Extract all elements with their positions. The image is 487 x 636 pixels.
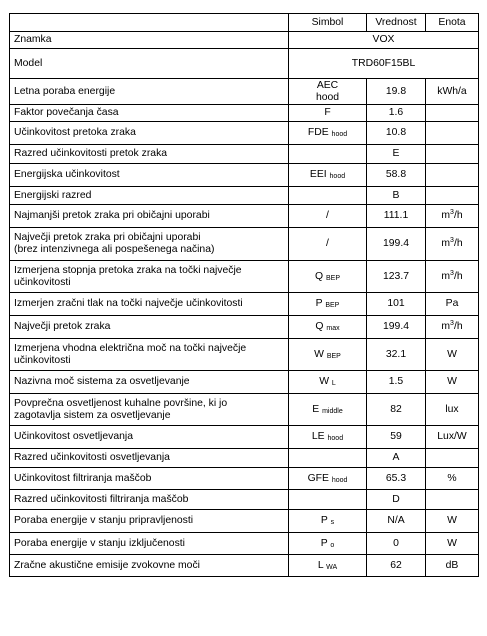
parameter-label-text: Razred učinkovitosti osvetljevanja	[14, 452, 170, 463]
parameter-label-text-line2: učinkovitosti	[14, 354, 71, 366]
value-cell: 1.5	[367, 371, 426, 394]
parameter-label	[10, 468, 289, 490]
unit-text: W	[447, 376, 457, 387]
symbol-cell	[289, 79, 367, 105]
symbol-subscript: BEP	[325, 302, 340, 309]
unit-cell	[426, 79, 479, 105]
table-row	[10, 394, 479, 426]
merged-value: TRD60F15BL	[289, 49, 479, 79]
symbol-subscript: hood	[331, 131, 348, 138]
unit-text: m	[441, 321, 451, 332]
parameter-label-text: Poraba energije v stanju pripravljenosti	[14, 515, 194, 526]
table-row	[10, 49, 479, 79]
symbol-text: LE	[311, 431, 325, 442]
parameter-label	[10, 293, 289, 316]
parameter-label-text-line2: (brez intenzivnega ali pospešenega načina)	[14, 244, 215, 255]
value-cell: 199.4	[367, 316, 426, 339]
unit-cell	[426, 510, 479, 533]
parameter-label-text: Razred učinkovitosti filtriranja maščob	[14, 493, 189, 505]
symbol-cell	[289, 371, 367, 394]
symbol-cell	[289, 555, 367, 577]
parameter-label-text: Povprečna osvetljenost kuhalne površine, ki jo	[14, 397, 228, 409]
value-cell: 19.8	[367, 79, 426, 105]
symbol-subscript: L	[331, 380, 336, 387]
value-cell: D	[367, 490, 426, 510]
spec-sheet	[9, 13, 479, 577]
header-row	[10, 14, 479, 32]
unit-text: W	[447, 537, 457, 549]
parameter-label-text: Model	[14, 57, 43, 69]
parameter-label-text: Energijski razred	[14, 189, 92, 201]
parameter-label	[10, 555, 289, 577]
symbol-text: E	[312, 403, 320, 415]
unit-cell	[426, 371, 479, 394]
parameter-label	[10, 187, 289, 205]
parameter-label-text: Letna poraba energije	[14, 85, 116, 97]
parameter-label	[10, 316, 289, 339]
parameter-label	[10, 261, 289, 293]
symbol-text: /	[326, 238, 329, 249]
value-cell: 65.3	[367, 468, 426, 490]
symbol-subscript: hood	[315, 91, 340, 103]
parameter-label	[10, 228, 289, 261]
symbol-cell	[289, 449, 367, 468]
unit-superscript: 3	[450, 209, 454, 216]
unit-superscript: 3	[450, 237, 454, 244]
merged-value: VOX	[289, 32, 479, 49]
parameter-label-text: Učinkovitost osvetljevanja	[14, 431, 133, 442]
parameter-label	[10, 533, 289, 555]
symbol-cell	[289, 426, 367, 449]
parameter-label-text: Učinkovitost pretoka zraka	[14, 127, 136, 138]
unit-cell	[426, 490, 479, 510]
symbol-subscript: WA	[326, 563, 338, 571]
table-row	[10, 187, 479, 205]
parameter-label-text: Faktor povečanja časa	[14, 107, 119, 118]
value-cell: 62	[367, 555, 426, 577]
symbol-subscript: hood	[331, 476, 348, 484]
symbol-text: GFE	[307, 472, 329, 484]
unit-text: W	[447, 348, 457, 360]
unit-text: m	[441, 238, 451, 249]
symbol-cell	[289, 164, 367, 187]
parameter-label-text-line2: zagotavlja sistem za osvetljevanje	[14, 409, 171, 421]
unit-cell	[426, 339, 479, 371]
unit-superscript: 3	[450, 269, 454, 277]
parameter-label	[10, 371, 289, 394]
table-row	[10, 293, 479, 316]
table-row	[10, 339, 479, 371]
unit-cell	[426, 261, 479, 293]
unit-cell	[426, 187, 479, 205]
header-unit: Enota	[426, 14, 479, 32]
table-row	[10, 32, 479, 49]
value-cell: 58.8	[367, 164, 426, 187]
unit-text: %	[447, 472, 457, 484]
value-cell: B	[367, 187, 426, 205]
symbol-subscript: s	[330, 519, 335, 526]
unit-cell	[426, 164, 479, 187]
unit-cell	[426, 394, 479, 426]
value-cell: 82	[367, 394, 426, 426]
header-blank	[10, 14, 289, 32]
table-row	[10, 426, 479, 449]
parameter-label	[10, 449, 289, 468]
unit-tail: /h	[453, 270, 463, 282]
table-row	[10, 490, 479, 510]
table-row	[10, 555, 479, 577]
symbol-cell	[289, 490, 367, 510]
value-cell: 10.8	[367, 122, 426, 145]
symbol-subscript: BEP	[325, 274, 340, 282]
value-cell: A	[367, 449, 426, 468]
unit-cell	[426, 145, 479, 164]
value-cell: 111.1	[367, 205, 426, 228]
symbol-text: P	[320, 537, 328, 549]
symbol-text: Q	[315, 270, 324, 282]
unit-cell	[426, 105, 479, 122]
parameter-label	[10, 339, 289, 371]
unit-cell	[426, 228, 479, 261]
symbol-cell	[289, 228, 367, 261]
symbol-text: EEI	[309, 169, 327, 180]
parameter-label-text: Izmerjena stopnja pretoka zraka na točki največje	[14, 264, 242, 276]
symbol-text: AEC	[316, 79, 339, 91]
parameter-label	[10, 490, 289, 510]
value-cell: N/A	[367, 510, 426, 533]
symbol-subscript: BEP	[326, 352, 341, 360]
unit-cell	[426, 468, 479, 490]
parameter-label	[10, 49, 289, 79]
parameter-label	[10, 32, 289, 49]
table-row	[10, 205, 479, 228]
unit-text: lux	[445, 403, 459, 415]
parameter-label	[10, 394, 289, 426]
symbol-text: L	[317, 559, 324, 571]
unit-tail: /h	[453, 321, 463, 332]
parameter-label-text: Energijska učinkovitost	[14, 169, 120, 180]
value-cell: 0	[367, 533, 426, 555]
unit-tail: /h	[453, 210, 463, 221]
symbol-cell	[289, 316, 367, 339]
parameter-label-text: Največji pretok zraka	[14, 321, 111, 332]
unit-cell	[426, 316, 479, 339]
value-cell: 123.7	[367, 261, 426, 293]
parameter-label-text: Najmanjši pretok zraka pri običajni uporabi	[14, 210, 210, 221]
symbol-subscript: max	[326, 325, 340, 332]
symbol-cell	[289, 205, 367, 228]
symbol-text: P	[315, 298, 323, 309]
header-symbol: Simbol	[289, 14, 367, 32]
value-cell: 101	[367, 293, 426, 316]
parameter-label	[10, 205, 289, 228]
symbol-cell	[289, 187, 367, 205]
symbol-cell	[289, 468, 367, 490]
symbol-cell	[289, 510, 367, 533]
unit-text: kWh/a	[437, 85, 467, 97]
symbol-cell	[289, 105, 367, 122]
value-cell: 32.1	[367, 339, 426, 371]
table-row	[10, 510, 479, 533]
symbol-subscript: hood	[327, 435, 344, 442]
symbol-text: W	[314, 348, 324, 360]
parameter-label-text: Poraba energije v stanju izključenosti	[14, 537, 185, 549]
table-row	[10, 79, 479, 105]
symbol-cell	[289, 145, 367, 164]
unit-cell	[426, 205, 479, 228]
table-row	[10, 533, 479, 555]
unit-text: m	[441, 210, 451, 221]
table-row	[10, 228, 479, 261]
value-cell: 59	[367, 426, 426, 449]
symbol-text: F	[324, 107, 331, 118]
table-row	[10, 261, 479, 293]
unit-text: dB	[445, 559, 459, 571]
parameter-label-text: Zračne akustične emisije zvokovne moči	[14, 559, 200, 571]
symbol-text: W	[319, 376, 329, 387]
symbol-cell	[289, 261, 367, 293]
parameter-label-text: Razred učinkovitosti pretok zraka	[14, 148, 168, 159]
parameter-label	[10, 145, 289, 164]
parameter-label	[10, 105, 289, 122]
symbol-subscript: o	[330, 541, 335, 549]
symbol-cell	[289, 394, 367, 426]
parameter-label	[10, 510, 289, 533]
parameter-label	[10, 79, 289, 105]
parameter-label-text: Učinkovitost filtriranja maščob	[14, 472, 152, 484]
symbol-text: FDE	[307, 127, 329, 138]
unit-cell	[426, 555, 479, 577]
table-row	[10, 105, 479, 122]
symbol-subscript: middle	[322, 407, 343, 415]
symbol-cell	[289, 293, 367, 316]
parameter-label	[10, 122, 289, 145]
parameter-label-text: Nazivna moč sistema za osvetljevanje	[14, 376, 190, 387]
unit-cell	[426, 533, 479, 555]
symbol-text: /	[326, 210, 329, 221]
table-row	[10, 145, 479, 164]
unit-cell	[426, 426, 479, 449]
parameter-label-text: Največji pretok zraka pri običajni uporabi	[14, 232, 201, 243]
symbol-cell	[289, 339, 367, 371]
table-row	[10, 164, 479, 187]
symbol-cell	[289, 122, 367, 145]
unit-superscript: 3	[450, 320, 454, 327]
parameter-label-text: Znamka	[14, 34, 52, 45]
value-cell: 1.6	[367, 105, 426, 122]
unit-cell	[426, 293, 479, 316]
unit-cell	[426, 122, 479, 145]
unit-text: m	[441, 270, 451, 282]
unit-text: W	[447, 515, 457, 526]
parameter-label-text-line2: učinkovitosti	[14, 276, 71, 288]
unit-text: Pa	[445, 298, 459, 309]
product-data-table	[9, 13, 479, 577]
table-row	[10, 122, 479, 145]
value-cell: E	[367, 145, 426, 164]
header-value: Vrednost	[367, 14, 426, 32]
unit-text: Lux/W	[437, 431, 467, 442]
parameter-label	[10, 164, 289, 187]
unit-cell	[426, 449, 479, 468]
table-row	[10, 316, 479, 339]
parameter-label-text: Izmerjen zračni tlak na točki največje učinkovitosti	[14, 298, 243, 309]
symbol-text: Q	[315, 321, 324, 332]
unit-tail: /h	[453, 238, 463, 249]
symbol-cell	[289, 533, 367, 555]
symbol-text: P	[320, 515, 328, 526]
parameter-label-text: Izmerjena vhodna električna moč na točki največje	[14, 342, 247, 354]
table-row	[10, 468, 479, 490]
table-row	[10, 449, 479, 468]
parameter-label	[10, 426, 289, 449]
symbol-subscript: hood	[329, 173, 346, 180]
value-cell: 199.4	[367, 228, 426, 261]
table-row	[10, 371, 479, 394]
